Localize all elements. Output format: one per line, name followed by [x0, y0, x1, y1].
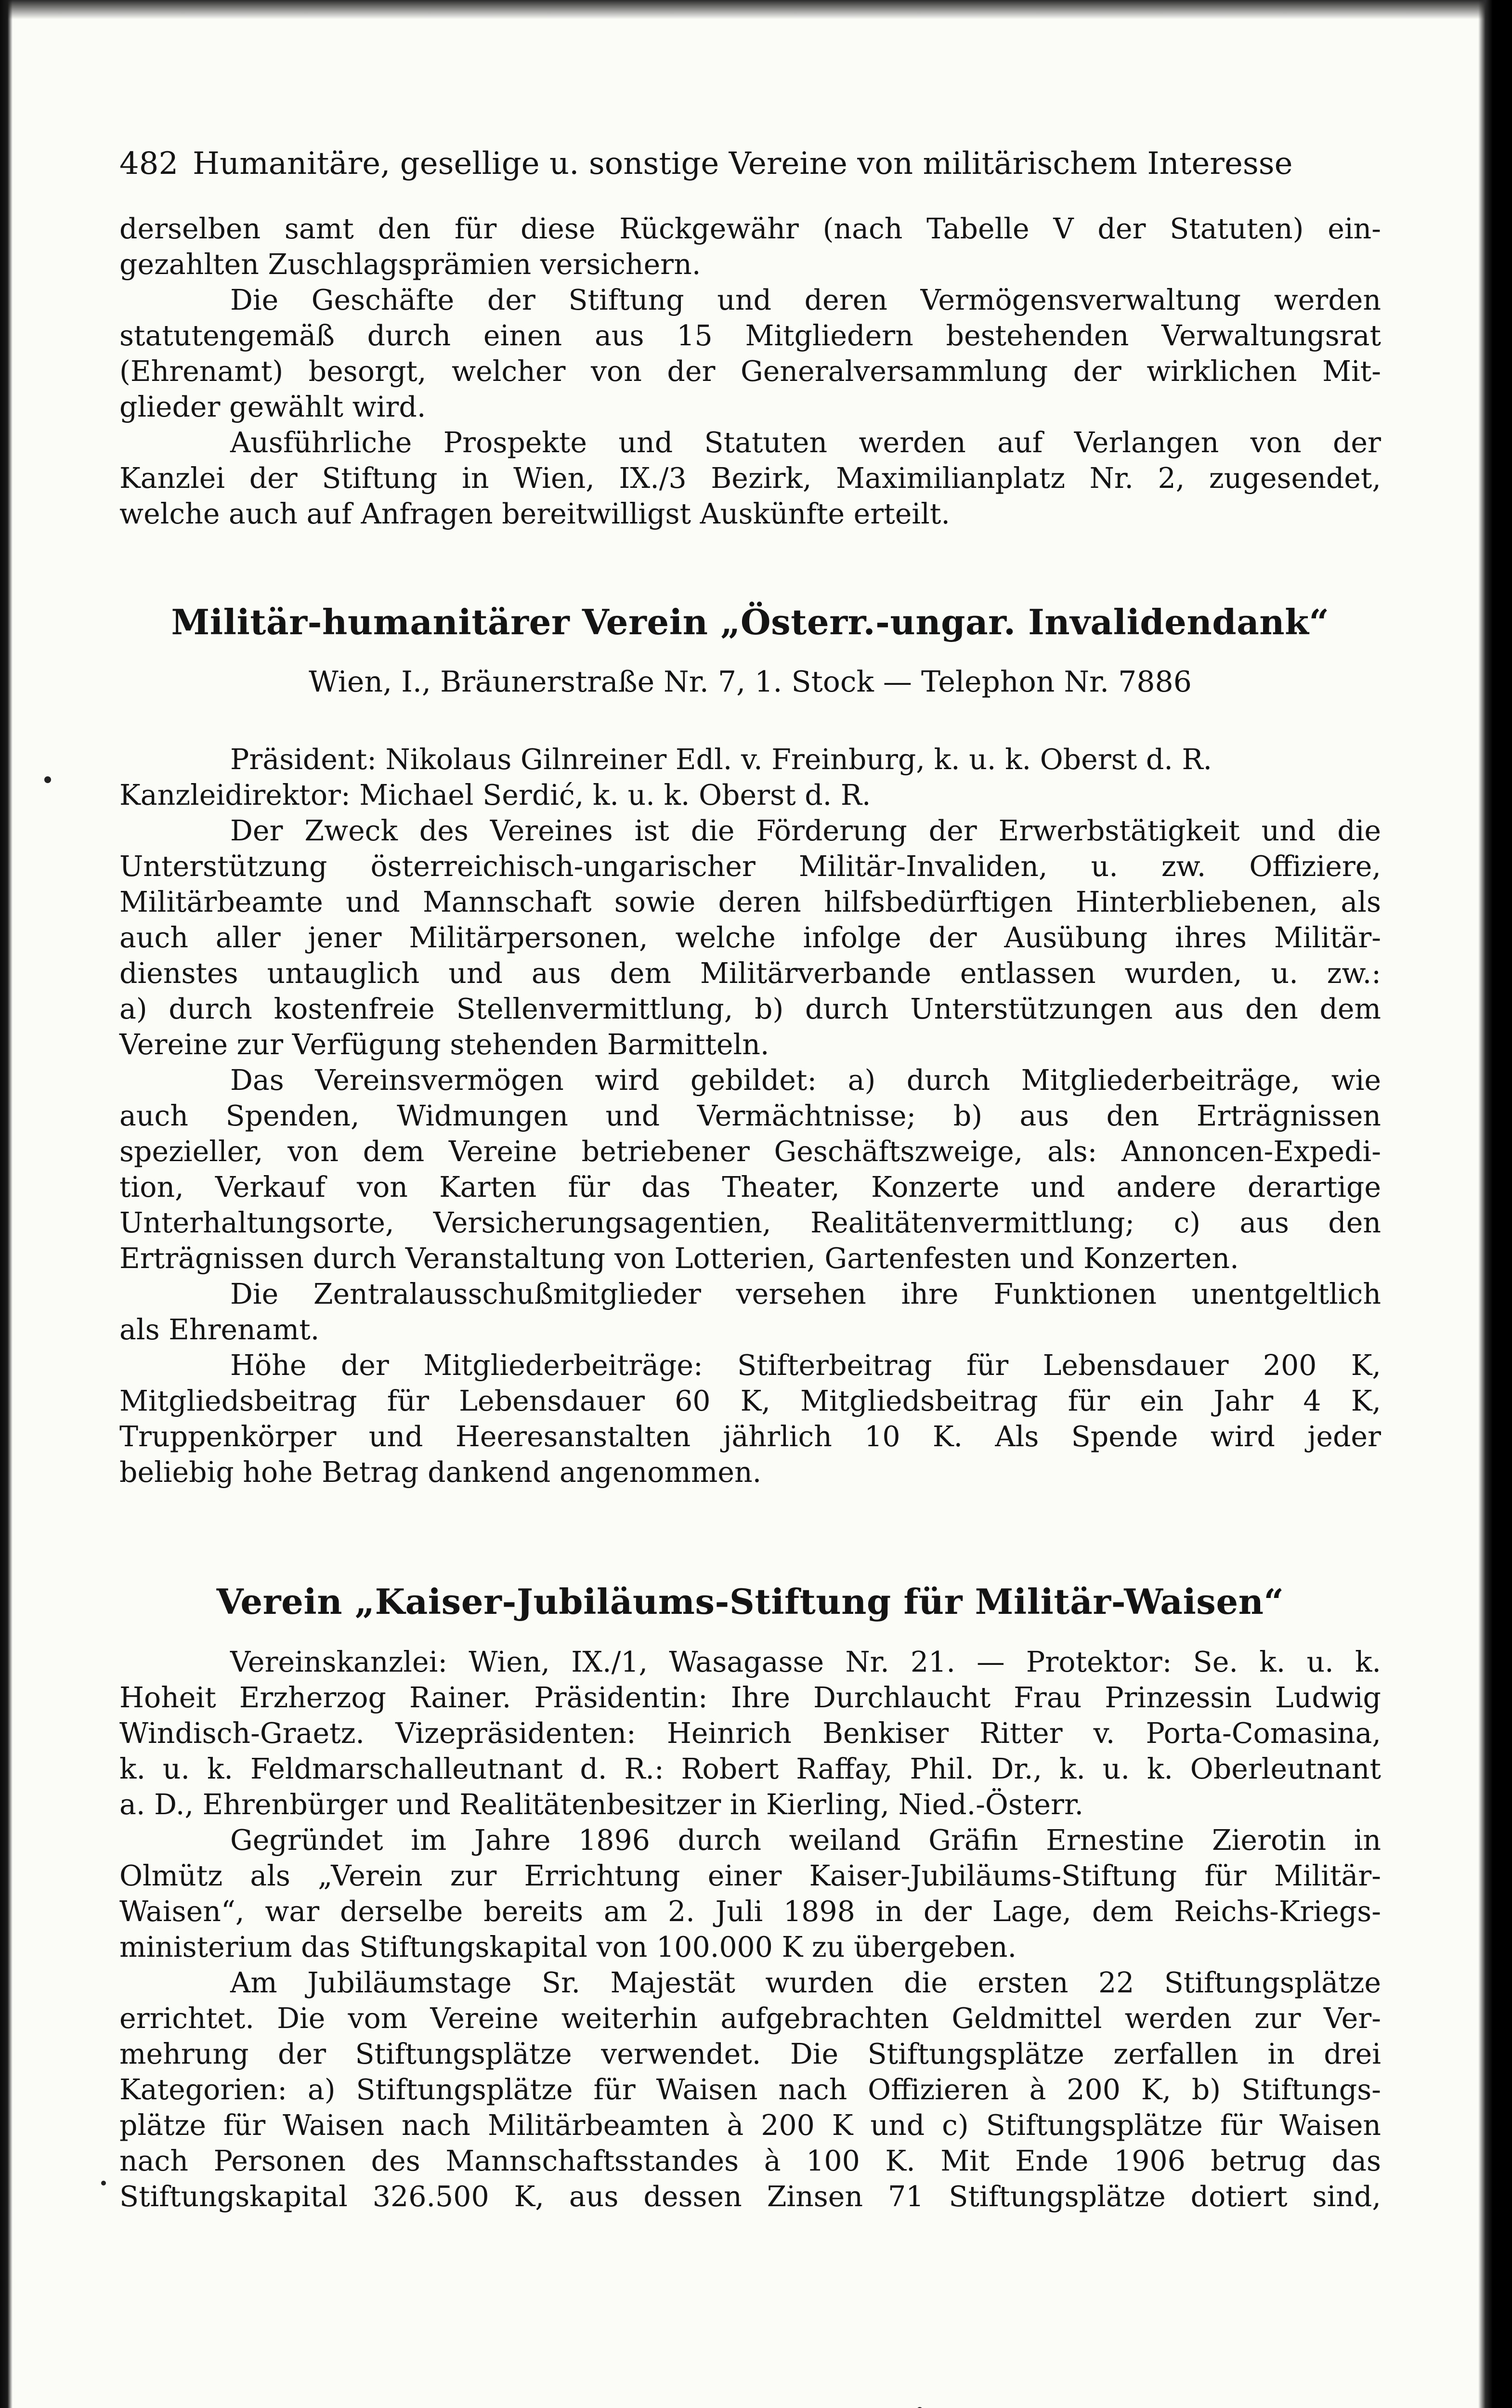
- invalidendank-paragraphs: [119, 742, 1381, 1490]
- text-line: Erträgnissen durch Veranstaltung von Lotterien, Gartenfesten und Konzerten.: [119, 1242, 1239, 1275]
- text-line: k. u. k. Feldmarschalleutnant d. R.: Robert Raffay, Phil. Dr., k. u. k. Oberleutnant: [119, 1753, 1381, 1785]
- text-line: Die Geschäfte der Stiftung und deren Vermögensverwaltung werden: [230, 284, 1381, 316]
- page-number: 482: [119, 146, 179, 182]
- text-line: Am Jubiläumstage Sr. Majestät wurden die ersten 22 Stiftungsplätze: [230, 1966, 1381, 1999]
- text-line: statutengemäß durch einen aus 15 Mitgliedern bestehenden Verwaltungsrat: [119, 319, 1381, 352]
- text-line: a. D., Ehrenbürger und Realitätenbesitzer in Kierling, Nied.-Österr.: [119, 1788, 1084, 1821]
- text-line: Windisch-Graetz. Vizepräsidenten: Heinrich Benkiser Ritter v. Porta-Comasina,: [119, 1717, 1381, 1750]
- text-line: plätze für Waisen nach Militärbeamten à 200 K und c) Stiftungsplätze für Waisen: [119, 2109, 1381, 2142]
- text-line: spezieller, von dem Vereine betriebener Geschäftszweige, als: Annoncen-Expedi-: [119, 1135, 1381, 1168]
- stiftung-paragraphs: [119, 1644, 1381, 2214]
- page-content: [119, 144, 1381, 2214]
- text-line: beliebig hohe Betrag dankend angenommen.: [119, 1456, 762, 1489]
- intro-paragraphs: [119, 211, 1381, 532]
- text-line: auch Spenden, Widmungen und Vermächtnisse; b) aus den Erträgnissen: [119, 1099, 1381, 1132]
- text-line: Die Zentralausschußmitglieder versehen ihre Funktionen unentgeltlich: [230, 1278, 1381, 1310]
- text-line: Kanzlei der Stiftung in Wien, IX./3 Bezirk, Maximilianplatz Nr. 2, zugesendet,: [119, 462, 1381, 495]
- text-line: Kanzleidirektor: Michael Serdić, k. u. k. Oberst d. R.: [119, 779, 871, 811]
- text-line: Präsident: Nikolaus Gilnreiner Edl. v. Freinburg, k. u. k. Oberst d. R.: [230, 743, 1212, 776]
- scan-edge-right: [1478, 0, 1512, 2408]
- text-line: ministerium das Stiftungskapital von 100.000 K zu übergeben.: [119, 1931, 1017, 1963]
- text-line: Vereinskanzlei: Wien, IX./1, Wasagasse Nr. 21. — Protektor: Se. k. u. k.: [230, 1646, 1381, 1678]
- text-line: Mitgliedsbeitrag für Lebensdauer 60 K, Mitgliedsbeitrag für ein Jahr 4 K,: [119, 1385, 1381, 1417]
- scan-edge-top: [0, 0, 1512, 19]
- text-line: Unterhaltungsorte, Versicherungsagentien, Realitätenvermittlung; c) aus den: [119, 1206, 1381, 1239]
- text-line: Militärbeamte und Mannschaft sowie deren hilfsbedürftigen Hinterbliebenen, als: [119, 886, 1381, 918]
- text-line: tion, Verkauf von Karten für das Theater, Konzerte und andere derartige: [119, 1171, 1381, 1204]
- text-line: glieder gewählt wird.: [119, 391, 426, 423]
- text-line: Kategorien: a) Stiftungsplätze für Waisen nach Offizieren à 200 K, b) Stiftungs-: [119, 2073, 1381, 2106]
- text-line: auch aller jener Militärpersonen, welche infolge der Ausübung ihres Militär-: [119, 921, 1381, 954]
- text-line: Waisen“, war derselbe bereits am 2. Juli 1898 in der Lage, dem Reichs-Kriegs-: [119, 1895, 1381, 1928]
- running-title: Humanitäre, gesellige u. sonstige Vereine von militärischem Interesse: [193, 146, 1293, 182]
- text-line: Das Vereinsvermögen wird gebildet: a) durch Mitgliederbeiträge, wie: [230, 1064, 1381, 1097]
- running-head: [119, 144, 1381, 183]
- text-line: Höhe der Mitgliederbeiträge: Stifterbeitrag für Lebensdauer 200 K,: [230, 1349, 1381, 1382]
- text-line: Vereine zur Verfügung stehenden Barmitteln.: [119, 1028, 769, 1061]
- scan-edge-left: [0, 0, 13, 2408]
- scan-speck: [44, 776, 51, 783]
- section-address: Wien, I., Bräunerstraße Nr. 7, 1. Stock — Telephon Nr. 7886: [309, 665, 1192, 699]
- text-line: nach Personen des Mannschaftsstandes à 100 K. Mit Ende 1906 betrug das: [119, 2145, 1381, 2177]
- text-line: Ausführliche Prospekte und Statuten werden auf Verlangen von der: [230, 426, 1381, 459]
- text-line: (Ehrenamt) besorgt, welcher von der Generalversammlung der wirklichen Mit-: [119, 355, 1381, 388]
- text-line: Der Zweck des Vereines ist die Förderung der Erwerbstätigkeit und die: [230, 814, 1381, 847]
- section-heading-kaiser-jubilaeums-stiftung: Verein „Kaiser-Jubiläums-Stiftung für Militär-Waisen“: [216, 1581, 1284, 1622]
- text-line: Hoheit Erzherzog Rainer. Präsidentin: Ihre Durchlaucht Frau Prinzessin Ludwig: [119, 1681, 1381, 1714]
- text-line: derselben samt den für diese Rückgewähr (nach Tabelle V der Statuten) ein-: [119, 212, 1381, 245]
- text-line: Gegründet im Jahre 1896 durch weiland Gräfin Ernestine Zierotin in: [230, 1824, 1381, 1857]
- text-line: a) durch kostenfreie Stellenvermittlung, b) durch Unterstützungen aus den dem: [119, 993, 1381, 1025]
- scan-speck: [101, 2181, 106, 2186]
- text-line: Olmütz als „Verein zur Errichtung einer Kaiser-Jubiläums-Stiftung für Militär-: [119, 1859, 1381, 1892]
- text-line: als Ehrenamt.: [119, 1313, 320, 1346]
- text-line: mehrung der Stiftungsplätze verwendet. Die Stiftungsplätze zerfallen in drei: [119, 2038, 1381, 2070]
- text-line: Unterstützung österreichisch-ungarischer Militär-Invaliden, u. zw. Offiziere,: [119, 850, 1381, 883]
- text-line: dienstes untauglich und aus dem Militärverbande entlassen wurden, u. zw.:: [119, 957, 1381, 990]
- text-line: welche auch auf Anfragen bereitwilligst Auskünfte erteilt.: [119, 497, 950, 530]
- section-heading-invalidendank: Militär-humanitärer Verein „Österr.-ungar. Invalidendank“: [171, 602, 1330, 642]
- text-line: errichtet. Die vom Vereine weiterhin aufgebrachten Geldmittel werden zur Ver-: [119, 2002, 1381, 2035]
- text-line: gezahlten Zuschlagsprämien versichern.: [119, 248, 701, 281]
- text-line: Truppenkörper und Heeresanstalten jährlich 10 K. Als Spende wird jeder: [119, 1420, 1381, 1453]
- text-line: Stiftungskapital 326.500 K, aus dessen Zinsen 71 Stiftungsplätze dotiert sind,: [119, 2180, 1381, 2213]
